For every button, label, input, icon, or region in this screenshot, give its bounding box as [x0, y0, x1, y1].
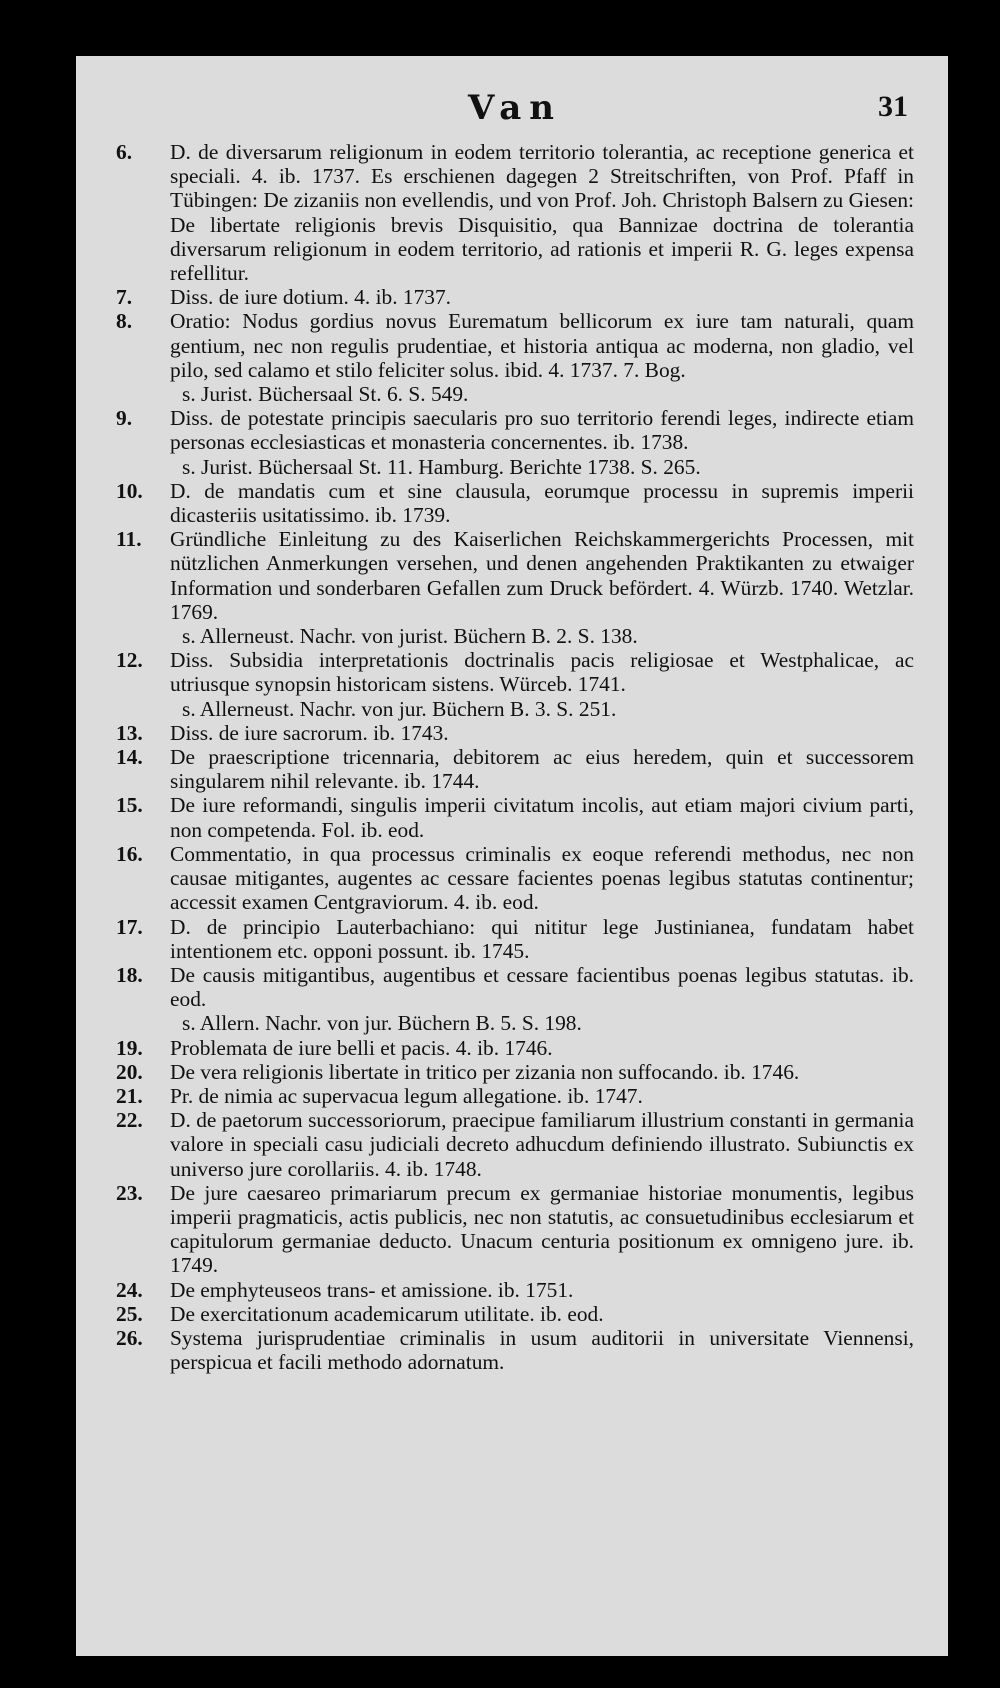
entry-text: Problemata de iure belli et pacis. 4. ib. 1746. [170, 1035, 553, 1060]
entry-number: 13. [116, 720, 143, 745]
entry-number: 11. [116, 527, 142, 552]
entry-number: 19. [116, 1035, 143, 1060]
book-page [76, 56, 948, 1656]
bibliography-entry [116, 479, 914, 527]
entry-number: 10. [116, 478, 143, 503]
page-header [116, 84, 914, 140]
bibliography-entry [116, 527, 914, 648]
entry-number: 15. [116, 793, 143, 818]
entry-text: D. de diversarum religionum in eodem territorio tolerantia, ac receptione generica et speciali. 4. ib. 1737. Es erschienen dagegen 2 Streitschriften, von Prof. Pfaff in Tübingen: De zizaniis non evellendis, und von Prof. Joh. Christoph Balsern zu Giesen: De libertate religionis brevis Disquisitio, qua Bannizae doctrina de tolerantia diversarum religionum in eodem territorio, ad rationis et imperii R. G. leges expensa refellitur. [170, 140, 914, 286]
entry-text: De iure reformandi, singulis imperii civitatum incolis, aut etiam majori civium parti, non competenda. Fol. ib. eod. [170, 793, 914, 842]
bibliography-entry [116, 648, 914, 721]
entry-text: Diss. de iure dotium. 4. ib. 1737. [170, 285, 452, 310]
entry-reference: s. Allerneust. Nachr. von jur. Büchern B. 3. S. 251. [182, 696, 617, 721]
bibliography-entry [116, 1326, 914, 1374]
entry-number: 18. [116, 962, 143, 987]
entry-number: 24. [116, 1277, 143, 1302]
entry-text: Diss. de iure sacrorum. ib. 1743. [170, 720, 449, 745]
entry-number: 16. [116, 841, 143, 866]
entry-text: De emphyteuseos trans- et amissione. ib. 1751. [170, 1277, 574, 1302]
entry-text: D. de principio Lauterbachiano: qui nititur lege Justinianea, fundatam habet intentionem etc. opponi possunt. ib. 1745. [170, 914, 914, 963]
bibliography-entry [116, 1181, 914, 1278]
entry-text: Oratio: Nodus gordius novus Eurematum bellicorum ex iure tam naturali, quam gentium, nec non regulis prudentiae, et historia antiqua ac moderna, non gladio, vel pilo, sed calamo et stilo feliciter solus. ibid. 4. 1737. 7. Bog. [170, 309, 914, 382]
entry-text: D. de paetorum successoriorum, praecipue familiarum illustrium constanti in germania valore in speciali casu judiciali decreto adhucdum definiendo illustrato. Subiunctis ex universo jure corollariis. 4. ib. 1748. [170, 1108, 914, 1181]
entry-number: 22. [116, 1108, 143, 1133]
bibliography-list [116, 140, 914, 1374]
entry-text: Gründliche Einleitung zu des Kaiserlichen Reichskammergerichts Processen, mit nützlichen Anmerkungen versehen, und denen angehenden Praktikanten zu etwaiger Information und sonderbaren Gefallen zum Druck befördert. 4. Würzb. 1740. Wetzlar. 1769. [170, 527, 914, 624]
entry-number: 20. [116, 1059, 143, 1084]
entry-text: D. de mandatis cum et sine clausula, eorumque processu in supremis imperii dicasteriis usitatissimo. ib. 1739. [170, 478, 914, 528]
entry-text: Commentatio, in qua processus criminalis ex eoque referendi methodus, nec non causae mitigantes, augentes ac cessare facientes poenas legibus statutas continentur; accessit examen Centgraviorum. 4. ib. eod. [170, 841, 914, 915]
bibliography-entry [116, 1278, 914, 1302]
bibliography-entry [116, 140, 914, 285]
entry-number: 12. [116, 648, 143, 673]
entry-number: 14. [116, 745, 143, 770]
entry-reference: s. Allern. Nachr. von jur. Büchern B. 5. S. 198. [182, 1011, 582, 1036]
bibliography-entry [116, 963, 914, 1036]
entry-number: 8. [116, 309, 133, 334]
entry-text: Pr. de nimia ac supervacua legum allegatione. ib. 1747. [170, 1083, 643, 1108]
entry-text: De vera religionis libertate in tritico per zizania non suffocando. ib. 1746. [170, 1059, 800, 1084]
bibliography-entry [116, 1084, 914, 1108]
entry-text: Diss. de potestate principis saecularis pro suo territorio ferendi leges, indirecte etiam personas ecclesiasticas et monasteria concernentes. ib. 1738. [170, 406, 914, 455]
entry-number: 17. [116, 914, 143, 939]
entry-number: 6. [116, 140, 133, 164]
bibliography-entry [116, 1036, 914, 1060]
entry-text: De jure caesareo primariarum precum ex germaniae historiae monumentis, legibus imperii pragmaticis, actis publicis, nec non statutis, ac consuetudinibus ecclesiarum et capitulorum germaniae deducto. Unacum centuria positionum ex omnigeno jure. ib. 1749. [170, 1180, 914, 1278]
bibliography-entry [116, 309, 914, 406]
entry-text: Systema jurisprudentiae criminalis in usum auditorii in universitate Viennensi, perspicua et facili methodo adornatum. [170, 1325, 914, 1375]
bibliography-entry [116, 1060, 914, 1084]
entry-number: 7. [116, 285, 133, 310]
bibliography-entry [116, 721, 914, 745]
bibliography-entry [116, 793, 914, 841]
page-number: 31 [878, 90, 908, 123]
bibliography-entry [116, 915, 914, 963]
entry-reference: s. Jurist. Büchersaal St. 6. S. 549. [182, 382, 469, 407]
entry-text: De praescriptione tricennaria, debitorem ac eius heredem, quin et successorem singularem nihil relevante. ib. 1744. [170, 745, 914, 794]
running-title: Van [467, 88, 562, 128]
entry-number: 25. [116, 1301, 143, 1326]
entry-number: 21. [116, 1083, 143, 1108]
bibliography-entry [116, 1108, 914, 1181]
entry-text: De exercitationum academicarum utilitate. ib. eod. [170, 1301, 604, 1326]
entry-number: 9. [116, 406, 133, 431]
entry-number: 26. [116, 1325, 143, 1350]
bibliography-entry [116, 1302, 914, 1326]
bibliography-entry [116, 842, 914, 915]
entry-text: De causis mitigantibus, augentibus et cessare facientibus poenas legibus statutas. ib. eod. [170, 962, 914, 1012]
bibliography-entry [116, 285, 914, 309]
entry-reference: s. Jurist. Büchersaal St. 11. Hamburg. Berichte 1738. S. 265. [182, 454, 701, 479]
entry-text: Diss. Subsidia interpretationis doctrinalis pacis religiosae et Westphalicae, ac utriusque synopsin historicam sistens. Würceb. 1741. [170, 648, 914, 697]
entry-reference: s. Allerneust. Nachr. von jurist. Büchern B. 2. S. 138. [182, 624, 638, 649]
bibliography-entry [116, 745, 914, 793]
entry-number: 23. [116, 1180, 143, 1205]
bibliography-entry [116, 406, 914, 479]
